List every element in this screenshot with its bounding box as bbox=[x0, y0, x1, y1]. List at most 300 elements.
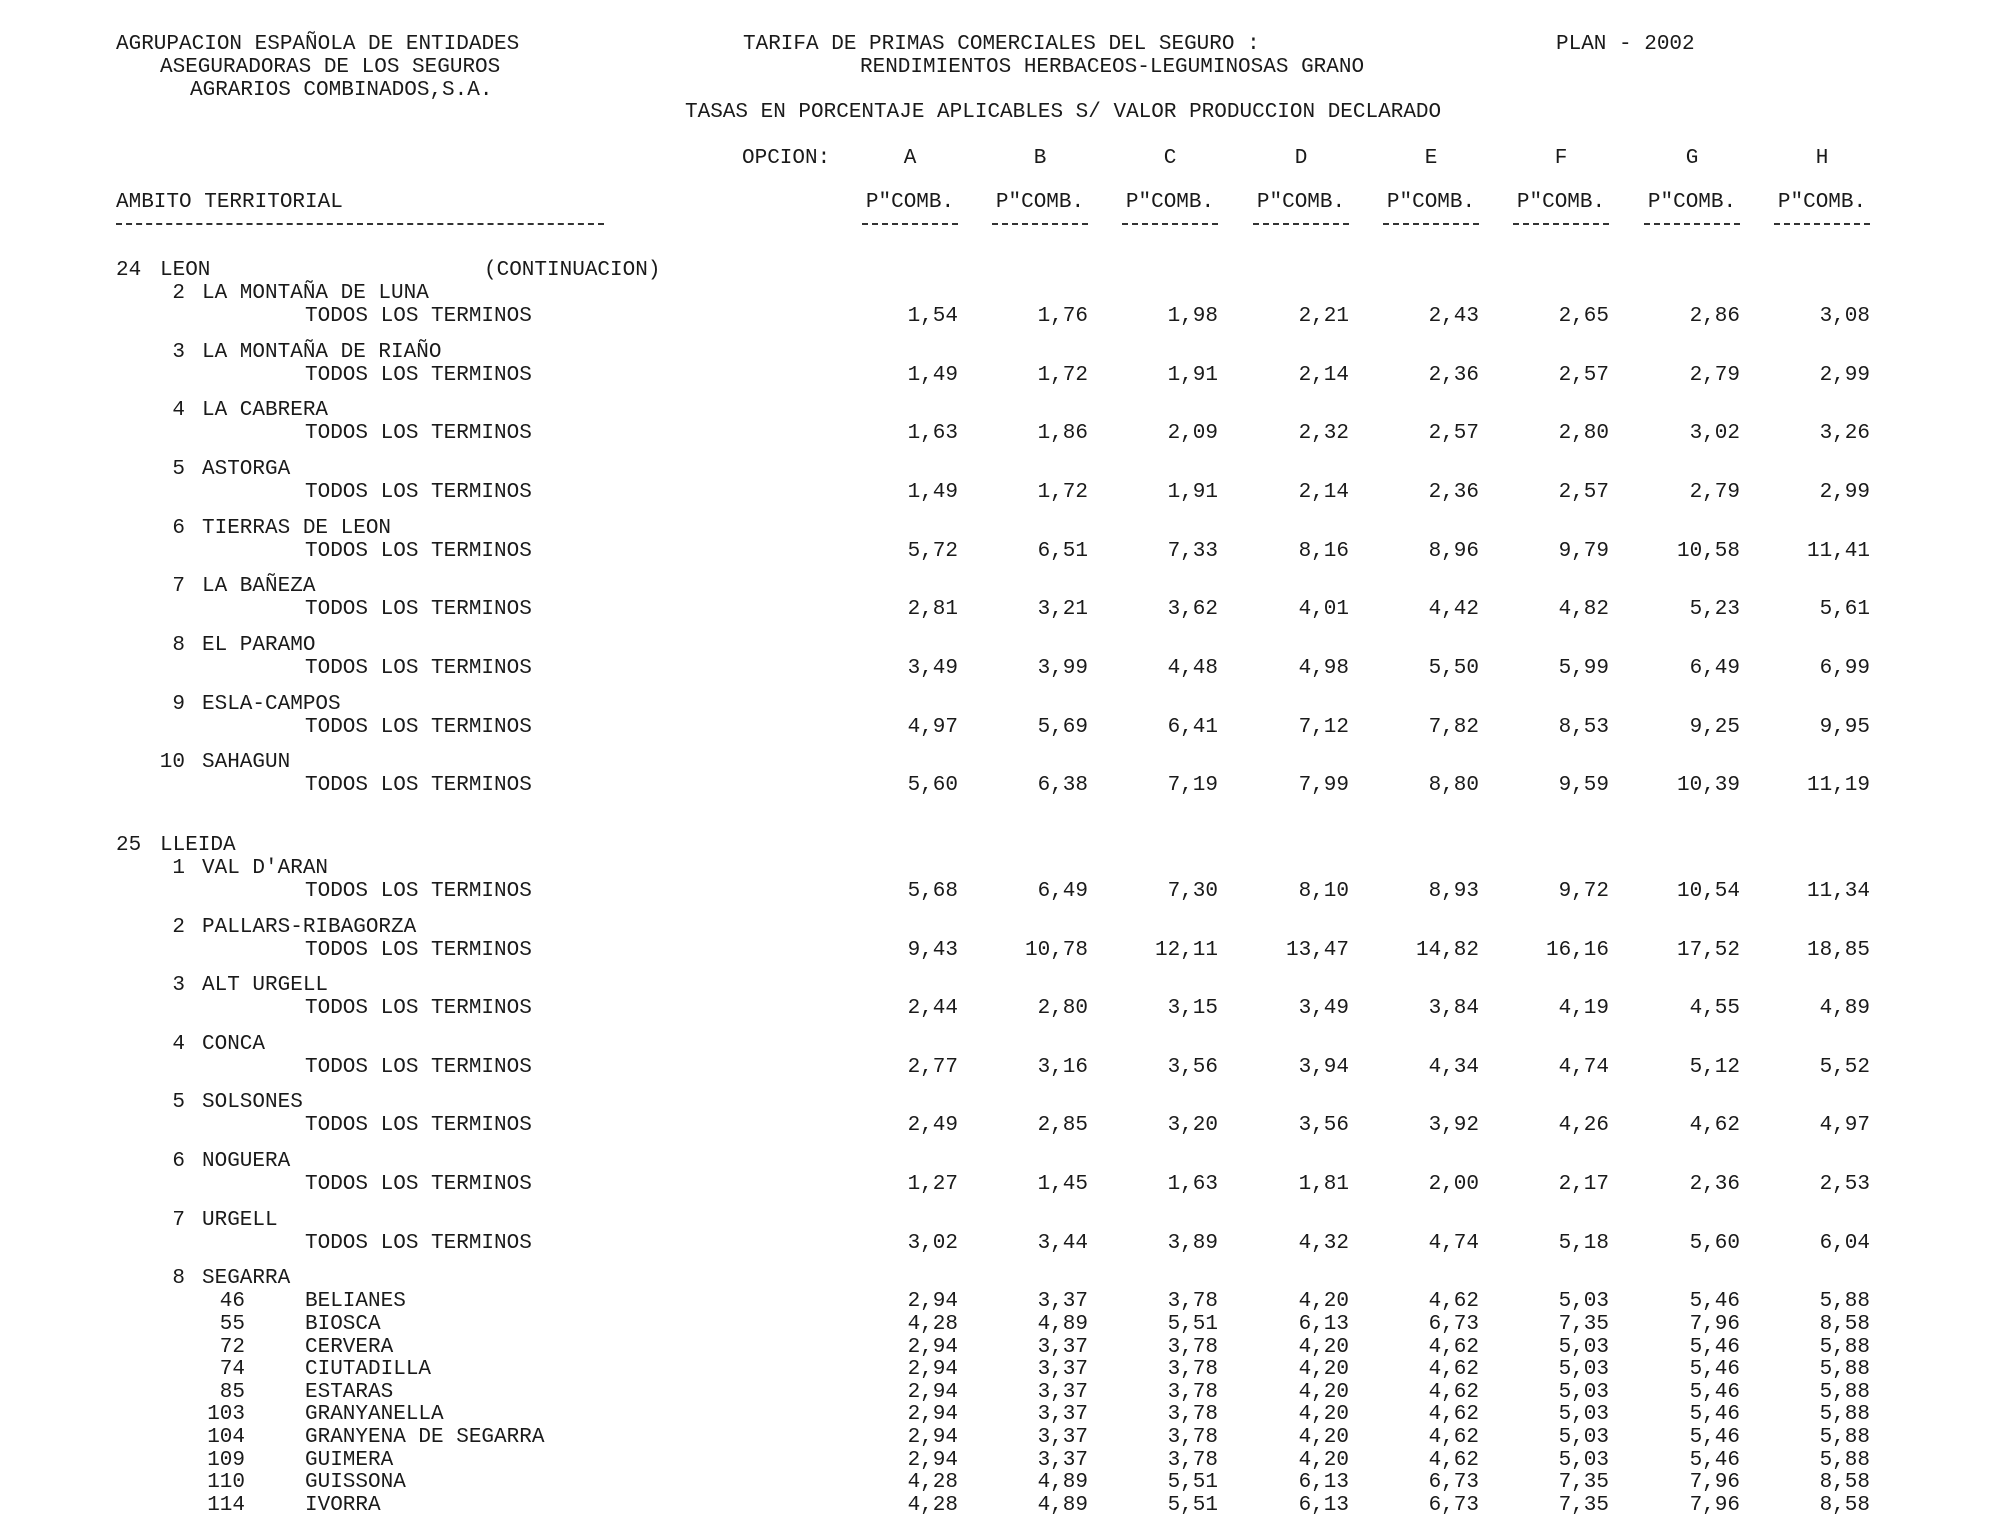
rate-value: 9,72 bbox=[1558, 879, 1609, 903]
rate-value: 16,16 bbox=[1545, 938, 1609, 962]
rate-value: 6,13 bbox=[1298, 1471, 1349, 1495]
rate-value: 4,01 bbox=[1298, 598, 1349, 622]
rate-value: 2,57 bbox=[1558, 363, 1609, 387]
rate-value: 7,30 bbox=[1167, 879, 1218, 903]
rate-value: 6,99 bbox=[1819, 656, 1870, 680]
rate-value: 2,44 bbox=[907, 997, 958, 1021]
rate-value: 7,33 bbox=[1167, 539, 1218, 563]
rate-value: 3,78 bbox=[1167, 1448, 1218, 1472]
municipality-name: CIUTADILLA bbox=[305, 1358, 432, 1382]
organization-name-line-2: ASEGURADORAS DE LOS SEGUROS bbox=[160, 56, 501, 79]
column-divider bbox=[1253, 223, 1349, 225]
rate-value: 5,03 bbox=[1558, 1380, 1609, 1404]
column-header: P"COMB. bbox=[865, 191, 955, 214]
column-divider bbox=[992, 223, 1088, 225]
organization-name-line-1: AGRUPACION ESPAÑOLA DE ENTIDADES bbox=[116, 33, 520, 56]
comarca-number: 10 bbox=[159, 751, 185, 775]
column-header: P"COMB. bbox=[1386, 191, 1476, 214]
rate-value: 5,88 bbox=[1819, 1335, 1870, 1359]
option-letter-a: A bbox=[903, 147, 917, 170]
rate-value: 1,49 bbox=[907, 363, 958, 387]
municipality-name: GRANYENA DE SEGARRA bbox=[305, 1426, 545, 1449]
rate-value: 11,41 bbox=[1806, 539, 1870, 563]
municipality-name: BELIANES bbox=[305, 1290, 406, 1314]
comarca-number: 2 bbox=[172, 915, 185, 939]
rate-value: 3,26 bbox=[1819, 422, 1870, 446]
ambito-territorial-label: AMBITO TERRITORIAL bbox=[116, 191, 343, 214]
rate-value: 4,89 bbox=[1819, 997, 1870, 1021]
column-divider bbox=[1774, 223, 1870, 225]
rate-value: 17,52 bbox=[1676, 938, 1740, 962]
rate-value: 4,97 bbox=[1819, 1114, 1870, 1138]
municipality-name: GUISSONA bbox=[305, 1471, 406, 1495]
rate-value: 4,20 bbox=[1298, 1358, 1349, 1382]
rate-value: 3,37 bbox=[1037, 1358, 1088, 1382]
rate-value: 9,25 bbox=[1689, 715, 1740, 739]
organization-name-line-3: AGRARIOS COMBINADOS,S.A. bbox=[190, 79, 493, 102]
column-header: P"COMB. bbox=[1777, 191, 1867, 214]
rate-value: 5,03 bbox=[1558, 1448, 1609, 1472]
municipality-code: 114 bbox=[207, 1493, 245, 1517]
rate-value: 5,50 bbox=[1428, 656, 1479, 680]
all-terms-label: TODOS LOS TERMINOS bbox=[305, 997, 532, 1021]
comarca-name: TIERRAS DE LEON bbox=[202, 516, 392, 540]
rate-value: 5,60 bbox=[1689, 1231, 1740, 1255]
rate-value: 3,78 bbox=[1167, 1290, 1218, 1314]
rate-value: 5,03 bbox=[1558, 1403, 1609, 1427]
rate-value: 5,18 bbox=[1558, 1231, 1609, 1255]
rate-value: 5,68 bbox=[907, 879, 958, 903]
rate-value: 3,37 bbox=[1037, 1290, 1088, 1314]
rate-value: 8,58 bbox=[1819, 1493, 1870, 1517]
rate-value: 7,35 bbox=[1558, 1493, 1609, 1517]
rate-value: 8,16 bbox=[1298, 539, 1349, 563]
rate-value: 5,03 bbox=[1558, 1290, 1609, 1314]
rate-value: 4,62 bbox=[1428, 1358, 1479, 1382]
municipality-name: IVORRA bbox=[305, 1493, 381, 1517]
rate-value: 5,46 bbox=[1689, 1290, 1740, 1314]
all-terms-label: TODOS LOS TERMINOS bbox=[305, 774, 532, 798]
municipality-name: ESTARAS bbox=[305, 1380, 394, 1404]
rate-value: 3,08 bbox=[1819, 305, 1870, 328]
comarca-name: ESLA-CAMPOS bbox=[202, 692, 341, 716]
rate-value: 3,56 bbox=[1298, 1114, 1349, 1138]
rate-value: 2,99 bbox=[1819, 363, 1870, 387]
rate-value: 2,80 bbox=[1558, 422, 1609, 446]
municipality-code: 103 bbox=[207, 1403, 245, 1427]
rate-value: 4,34 bbox=[1428, 1055, 1479, 1079]
comarca-number: 6 bbox=[172, 1150, 185, 1174]
rate-value: 5,46 bbox=[1689, 1380, 1740, 1404]
rate-value: 7,35 bbox=[1558, 1313, 1609, 1336]
rate-value: 4,62 bbox=[1428, 1380, 1479, 1404]
comarca-name: EL PARAMO bbox=[202, 633, 316, 657]
rate-value: 1,27 bbox=[907, 1173, 958, 1197]
rate-value: 4,62 bbox=[1428, 1426, 1479, 1449]
rate-value: 4,62 bbox=[1428, 1403, 1479, 1427]
comarca-number: 5 bbox=[172, 1091, 185, 1115]
comarca-name: ASTORGA bbox=[202, 457, 291, 481]
rate-value: 5,51 bbox=[1167, 1493, 1218, 1517]
rate-value: 3,37 bbox=[1037, 1380, 1088, 1404]
column-header: P"COMB. bbox=[1256, 191, 1346, 214]
comarca-number: 2 bbox=[172, 282, 185, 305]
rate-value: 4,89 bbox=[1037, 1471, 1088, 1495]
rate-value: 3,92 bbox=[1428, 1114, 1479, 1138]
column-divider bbox=[1383, 223, 1479, 225]
rate-value: 1,76 bbox=[1037, 305, 1088, 328]
rate-value: 7,96 bbox=[1689, 1471, 1740, 1495]
rate-value: 5,61 bbox=[1819, 598, 1870, 622]
rate-value: 4,26 bbox=[1558, 1114, 1609, 1138]
column-header: P"COMB. bbox=[1647, 191, 1737, 214]
rate-value: 2,94 bbox=[907, 1358, 958, 1382]
rate-value: 3,99 bbox=[1037, 656, 1088, 680]
rate-value: 1,63 bbox=[907, 422, 958, 446]
rate-value: 8,58 bbox=[1819, 1313, 1870, 1336]
rate-value: 4,62 bbox=[1689, 1114, 1740, 1138]
rate-value: 3,78 bbox=[1167, 1358, 1218, 1382]
province-code: 25 bbox=[116, 833, 142, 857]
comarca-name: URGELL bbox=[202, 1208, 278, 1232]
rate-value: 7,82 bbox=[1428, 715, 1479, 739]
rate-value: 5,60 bbox=[907, 774, 958, 798]
rate-value: 5,46 bbox=[1689, 1448, 1740, 1472]
rate-value: 2,94 bbox=[907, 1426, 958, 1449]
rate-value: 4,82 bbox=[1558, 598, 1609, 622]
rate-value: 2,94 bbox=[907, 1403, 958, 1427]
rate-value: 2,65 bbox=[1558, 305, 1609, 328]
comarca-name: CONCA bbox=[202, 1032, 266, 1056]
rate-value: 4,62 bbox=[1428, 1448, 1479, 1472]
municipality-name: GRANYANELLA bbox=[305, 1403, 444, 1427]
municipality-name: GUIMERA bbox=[305, 1448, 394, 1472]
rate-value: 9,79 bbox=[1558, 539, 1609, 563]
rate-value: 4,20 bbox=[1298, 1290, 1349, 1314]
rate-value: 9,59 bbox=[1558, 774, 1609, 798]
rate-value: 4,20 bbox=[1298, 1403, 1349, 1427]
rate-value: 7,12 bbox=[1298, 715, 1349, 739]
all-terms-label: TODOS LOS TERMINOS bbox=[305, 715, 532, 739]
comarca-name: SEGARRA bbox=[202, 1267, 291, 1291]
all-terms-label: TODOS LOS TERMINOS bbox=[305, 305, 532, 328]
rate-value: 6,73 bbox=[1428, 1471, 1479, 1495]
all-terms-label: TODOS LOS TERMINOS bbox=[305, 1173, 532, 1197]
comarca-name: ALT URGELL bbox=[202, 974, 329, 998]
comarca-number: 3 bbox=[172, 340, 185, 364]
rate-value: 5,46 bbox=[1689, 1358, 1740, 1382]
rate-value: 5,99 bbox=[1558, 656, 1609, 680]
rate-value: 3,44 bbox=[1037, 1231, 1088, 1255]
municipality-code: 85 bbox=[219, 1380, 245, 1404]
rate-value: 4,28 bbox=[907, 1471, 958, 1495]
rate-value: 13,47 bbox=[1285, 938, 1349, 962]
municipality-code: 74 bbox=[219, 1358, 245, 1382]
all-terms-label: TODOS LOS TERMINOS bbox=[305, 879, 532, 903]
rate-value: 5,23 bbox=[1689, 598, 1740, 622]
rate-value: 8,53 bbox=[1558, 715, 1609, 739]
rate-value: 7,19 bbox=[1167, 774, 1218, 798]
comarca-number: 4 bbox=[172, 399, 185, 423]
rate-value: 3,37 bbox=[1037, 1426, 1088, 1449]
option-letter-e: E bbox=[1424, 147, 1438, 170]
rate-value: 3,02 bbox=[907, 1231, 958, 1255]
option-letter-b: B bbox=[1033, 147, 1047, 170]
rate-value: 7,96 bbox=[1689, 1493, 1740, 1517]
rate-value: 4,48 bbox=[1167, 656, 1218, 680]
rate-value: 6,73 bbox=[1428, 1493, 1479, 1517]
province-code: 24 bbox=[116, 259, 142, 282]
rate-value: 4,97 bbox=[907, 715, 958, 739]
comarca-number: 1 bbox=[172, 856, 185, 880]
rate-value: 8,93 bbox=[1428, 879, 1479, 903]
province-note: (CONTINUACION) bbox=[484, 259, 661, 282]
municipality-code: 109 bbox=[207, 1448, 245, 1472]
rate-value: 10,78 bbox=[1024, 938, 1088, 962]
rate-value: 2,79 bbox=[1689, 480, 1740, 504]
province-name: LEON bbox=[160, 259, 211, 282]
tariff-title-line-2: RENDIMIENTOS HERBACEOS-LEGUMINOSAS GRANO bbox=[860, 56, 1365, 79]
rate-value: 12,11 bbox=[1154, 938, 1218, 962]
column-divider bbox=[1513, 223, 1609, 225]
municipality-code: 46 bbox=[219, 1290, 245, 1314]
rate-value: 1,72 bbox=[1037, 363, 1088, 387]
rate-value: 3,21 bbox=[1037, 598, 1088, 622]
rate-value: 8,80 bbox=[1428, 774, 1479, 798]
rate-value: 1,86 bbox=[1037, 422, 1088, 446]
rate-value: 7,96 bbox=[1689, 1313, 1740, 1336]
rate-value: 10,54 bbox=[1676, 879, 1740, 903]
rate-value: 4,74 bbox=[1558, 1055, 1609, 1079]
comarca-number: 5 bbox=[172, 457, 185, 481]
all-terms-label: TODOS LOS TERMINOS bbox=[305, 480, 532, 504]
column-divider bbox=[1122, 223, 1218, 225]
rate-value: 1,63 bbox=[1167, 1173, 1218, 1197]
rate-value: 4,98 bbox=[1298, 656, 1349, 680]
rate-value: 3,02 bbox=[1689, 422, 1740, 446]
all-terms-label: TODOS LOS TERMINOS bbox=[305, 422, 532, 446]
rate-value: 18,85 bbox=[1806, 938, 1870, 962]
rate-value: 2,57 bbox=[1428, 422, 1479, 446]
rate-value: 7,35 bbox=[1558, 1471, 1609, 1495]
rate-value: 2,79 bbox=[1689, 363, 1740, 387]
comarca-number: 3 bbox=[172, 974, 185, 998]
rate-value: 5,88 bbox=[1819, 1380, 1870, 1404]
rate-value: 2,09 bbox=[1167, 422, 1218, 446]
rate-value: 6,41 bbox=[1167, 715, 1218, 739]
rate-value: 1,91 bbox=[1167, 480, 1218, 504]
rate-value: 3,78 bbox=[1167, 1426, 1218, 1449]
rate-value: 2,53 bbox=[1819, 1173, 1870, 1197]
rate-value: 3,37 bbox=[1037, 1403, 1088, 1427]
rate-value: 4,28 bbox=[907, 1493, 958, 1517]
option-letter-d: D bbox=[1294, 147, 1308, 170]
rate-value: 7,99 bbox=[1298, 774, 1349, 798]
rate-value: 4,74 bbox=[1428, 1231, 1479, 1255]
rate-value: 2,86 bbox=[1689, 305, 1740, 328]
comarca-number: 4 bbox=[172, 1032, 185, 1056]
rate-value: 6,49 bbox=[1037, 879, 1088, 903]
rate-value: 2,77 bbox=[907, 1055, 958, 1079]
rate-value: 1,81 bbox=[1298, 1173, 1349, 1197]
rate-value: 11,34 bbox=[1806, 879, 1870, 903]
municipality-name: BIOSCA bbox=[305, 1313, 381, 1336]
column-header: P"COMB. bbox=[1516, 191, 1606, 214]
rate-value: 3,20 bbox=[1167, 1114, 1218, 1138]
municipality-name: CERVERA bbox=[305, 1335, 394, 1359]
rate-value: 2,94 bbox=[907, 1448, 958, 1472]
rate-value: 2,94 bbox=[907, 1380, 958, 1404]
rate-value: 2,00 bbox=[1428, 1173, 1479, 1197]
rate-value: 5,46 bbox=[1689, 1335, 1740, 1359]
rate-value: 3,49 bbox=[907, 656, 958, 680]
comarca-number: 8 bbox=[172, 1267, 185, 1291]
rate-value: 5,72 bbox=[907, 539, 958, 563]
rate-value: 1,54 bbox=[907, 305, 958, 328]
rate-value: 4,20 bbox=[1298, 1335, 1349, 1359]
rate-value: 5,52 bbox=[1819, 1055, 1870, 1079]
rate-value: 3,78 bbox=[1167, 1403, 1218, 1427]
rate-value: 10,58 bbox=[1676, 539, 1740, 563]
rate-value: 5,03 bbox=[1558, 1335, 1609, 1359]
rate-value: 5,88 bbox=[1819, 1403, 1870, 1427]
rate-value: 9,43 bbox=[907, 938, 958, 962]
rate-value: 3,84 bbox=[1428, 997, 1479, 1021]
rate-value: 1,98 bbox=[1167, 305, 1218, 328]
comarca-name: NOGUERA bbox=[202, 1150, 291, 1174]
rate-value: 2,36 bbox=[1428, 480, 1479, 504]
rate-value: 3,78 bbox=[1167, 1380, 1218, 1404]
rate-value: 4,28 bbox=[907, 1313, 958, 1336]
rate-value: 5,03 bbox=[1558, 1426, 1609, 1449]
rate-value: 5,88 bbox=[1819, 1358, 1870, 1382]
municipality-code: 110 bbox=[207, 1471, 245, 1495]
option-letter-f: F bbox=[1554, 147, 1568, 170]
comarca-number: 7 bbox=[172, 575, 185, 599]
comarca-name: LA CABRERA bbox=[202, 399, 329, 423]
rate-value: 5,88 bbox=[1819, 1290, 1870, 1314]
comarca-name: VAL D'ARAN bbox=[202, 856, 329, 880]
rate-value: 2,36 bbox=[1689, 1173, 1740, 1197]
all-terms-label: TODOS LOS TERMINOS bbox=[305, 1055, 532, 1079]
all-terms-label: TODOS LOS TERMINOS bbox=[305, 598, 532, 622]
rate-value: 2,85 bbox=[1037, 1114, 1088, 1138]
rate-value: 5,46 bbox=[1689, 1403, 1740, 1427]
rate-value: 2,80 bbox=[1037, 997, 1088, 1021]
rate-value: 4,20 bbox=[1298, 1380, 1349, 1404]
rate-value: 2,32 bbox=[1298, 422, 1349, 446]
rate-value: 4,32 bbox=[1298, 1231, 1349, 1255]
comarca-name: SOLSONES bbox=[202, 1091, 303, 1115]
rate-value: 6,13 bbox=[1298, 1313, 1349, 1336]
rate-value: 3,37 bbox=[1037, 1448, 1088, 1472]
rate-value: 5,69 bbox=[1037, 715, 1088, 739]
rate-value: 6,51 bbox=[1037, 539, 1088, 563]
rate-value: 3,56 bbox=[1167, 1055, 1218, 1079]
all-terms-label: TODOS LOS TERMINOS bbox=[305, 363, 532, 387]
all-terms-label: TODOS LOS TERMINOS bbox=[305, 1231, 532, 1255]
ambito-divider bbox=[116, 223, 604, 225]
rate-value: 2,36 bbox=[1428, 363, 1479, 387]
rate-value: 10,39 bbox=[1676, 774, 1740, 798]
all-terms-label: TODOS LOS TERMINOS bbox=[305, 539, 532, 563]
subtitle: TASAS EN PORCENTAJE APLICABLES S/ VALOR PRODUCCION DECLARADO bbox=[685, 101, 1442, 124]
option-letter-h: H bbox=[1815, 147, 1829, 170]
rate-value: 6,49 bbox=[1689, 656, 1740, 680]
rate-value: 4,62 bbox=[1428, 1290, 1479, 1314]
rate-value: 5,51 bbox=[1167, 1471, 1218, 1495]
rate-value: 4,89 bbox=[1037, 1313, 1088, 1336]
rate-value: 2,17 bbox=[1558, 1173, 1609, 1197]
rate-value: 2,43 bbox=[1428, 305, 1479, 328]
comarca-name: LA BAÑEZA bbox=[202, 575, 316, 599]
comarca-name: LA MONTAÑA DE RIAÑO bbox=[202, 340, 442, 364]
option-letter-g: G bbox=[1685, 147, 1699, 170]
rate-value: 2,14 bbox=[1298, 480, 1349, 504]
rate-value: 3,49 bbox=[1298, 997, 1349, 1021]
all-terms-label: TODOS LOS TERMINOS bbox=[305, 938, 532, 962]
comarca-name: LA MONTAÑA DE LUNA bbox=[202, 282, 429, 305]
rate-value: 1,49 bbox=[907, 480, 958, 504]
option-letter-c: C bbox=[1163, 147, 1177, 170]
column-header: P"COMB. bbox=[1125, 191, 1215, 214]
rate-value: 3,16 bbox=[1037, 1055, 1088, 1079]
rate-value: 3,94 bbox=[1298, 1055, 1349, 1079]
rate-value: 8,58 bbox=[1819, 1471, 1870, 1495]
rate-value: 6,04 bbox=[1819, 1231, 1870, 1255]
comarca-number: 8 bbox=[172, 633, 185, 657]
rate-value: 3,62 bbox=[1167, 598, 1218, 622]
rate-value: 8,96 bbox=[1428, 539, 1479, 563]
rate-value: 5,03 bbox=[1558, 1358, 1609, 1382]
comarca-number: 7 bbox=[172, 1208, 185, 1232]
rate-value: 3,15 bbox=[1167, 997, 1218, 1021]
rate-value: 2,94 bbox=[907, 1335, 958, 1359]
rate-value: 3,37 bbox=[1037, 1335, 1088, 1359]
plan-label: PLAN - 2002 bbox=[1556, 33, 1695, 56]
all-terms-label: TODOS LOS TERMINOS bbox=[305, 656, 532, 680]
comarca-number: 9 bbox=[172, 692, 185, 716]
rate-value: 8,10 bbox=[1298, 879, 1349, 903]
municipality-code: 72 bbox=[219, 1335, 245, 1359]
comarca-name: SAHAGUN bbox=[202, 751, 291, 775]
comarca-number: 6 bbox=[172, 516, 185, 540]
comarca-name: PALLARS-RIBAGORZA bbox=[202, 915, 417, 939]
rate-value: 5,12 bbox=[1689, 1055, 1740, 1079]
rate-value: 2,94 bbox=[907, 1290, 958, 1314]
province-name: LLEIDA bbox=[160, 833, 236, 857]
all-terms-label: TODOS LOS TERMINOS bbox=[305, 1114, 532, 1138]
column-divider bbox=[862, 223, 958, 225]
rate-value: 2,49 bbox=[907, 1114, 958, 1138]
tariff-title-line-1: TARIFA DE PRIMAS COMERCIALES DEL SEGURO : bbox=[743, 33, 1260, 56]
rate-value: 4,19 bbox=[1558, 997, 1609, 1021]
rate-value: 2,21 bbox=[1298, 305, 1349, 328]
rate-value: 1,45 bbox=[1037, 1173, 1088, 1197]
rate-value: 6,13 bbox=[1298, 1493, 1349, 1517]
rate-value: 4,20 bbox=[1298, 1426, 1349, 1449]
rate-value: 5,88 bbox=[1819, 1426, 1870, 1449]
rate-value: 6,38 bbox=[1037, 774, 1088, 798]
rate-value: 4,42 bbox=[1428, 598, 1479, 622]
municipality-code: 55 bbox=[219, 1313, 245, 1336]
rate-value: 1,72 bbox=[1037, 480, 1088, 504]
option-label: OPCION: bbox=[742, 147, 831, 170]
rate-value: 4,55 bbox=[1689, 997, 1740, 1021]
rate-value: 3,89 bbox=[1167, 1231, 1218, 1255]
rate-value: 4,20 bbox=[1298, 1448, 1349, 1472]
rate-value: 11,19 bbox=[1806, 774, 1870, 798]
